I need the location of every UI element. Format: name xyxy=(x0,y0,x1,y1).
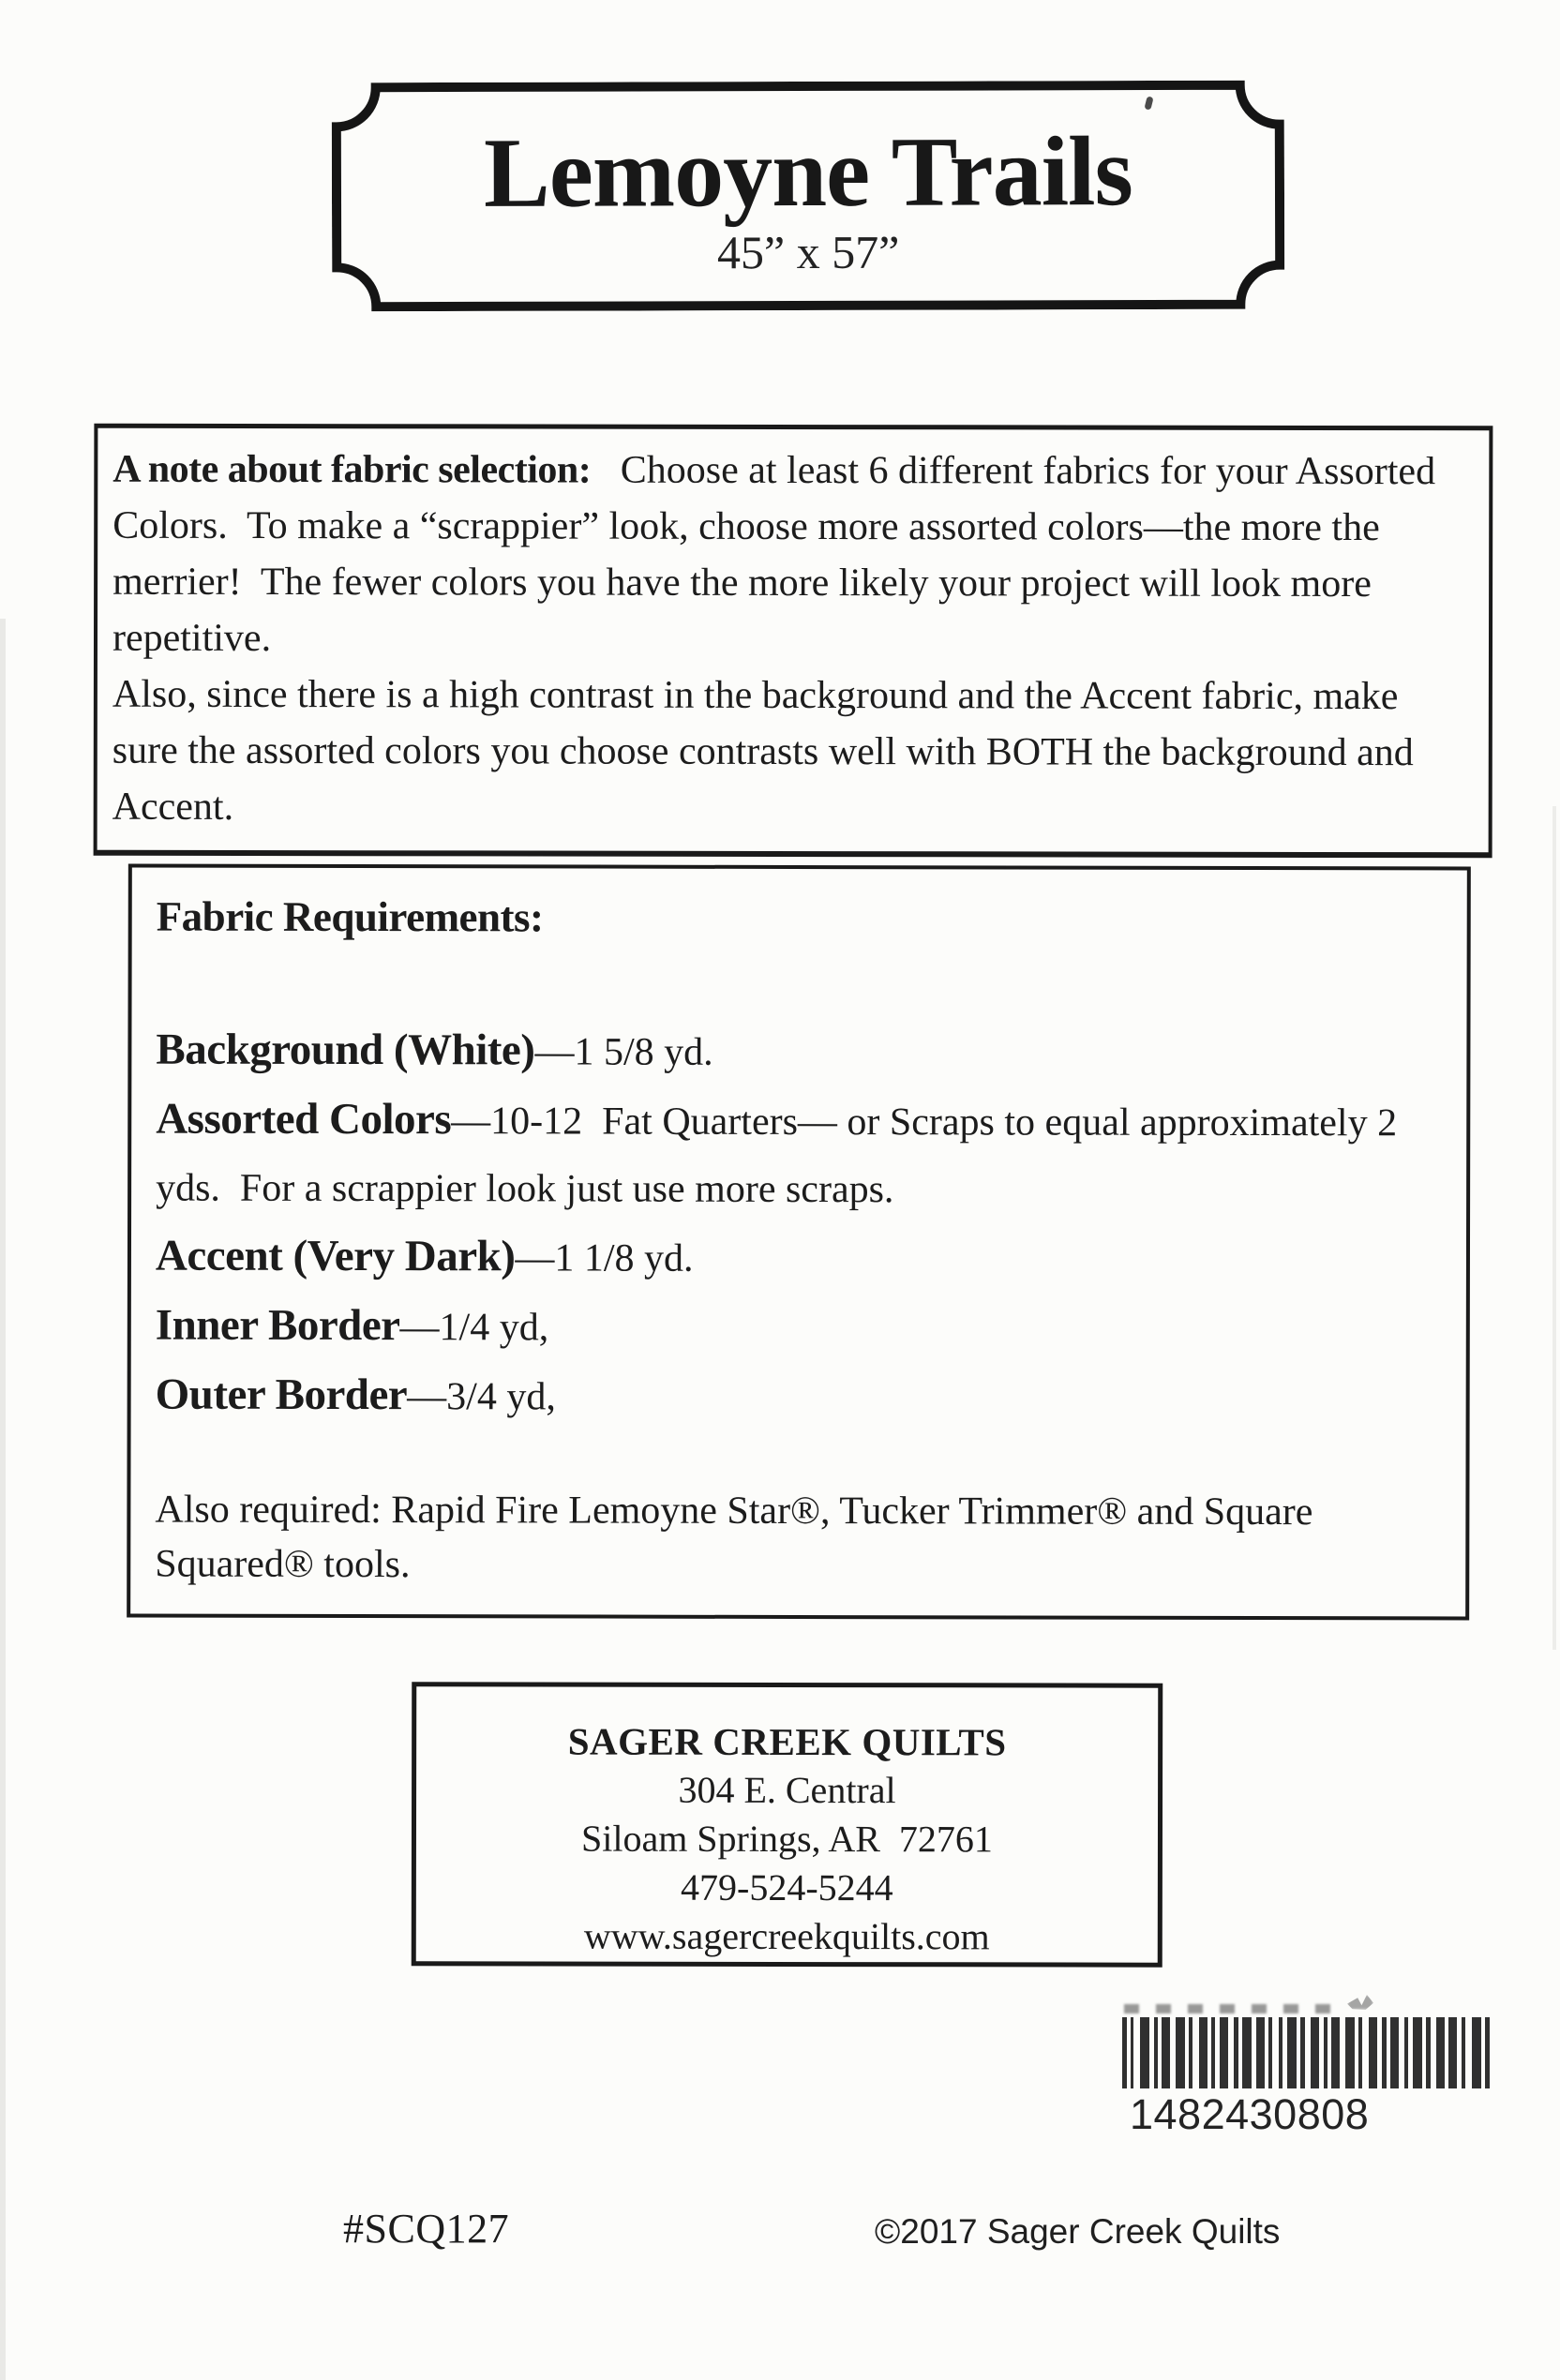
store-street: 304 E. Central xyxy=(678,1768,896,1812)
requirement-item xyxy=(156,1085,1442,1225)
note-paragraph-1 xyxy=(112,442,1470,669)
store-website: www.sagercreekquilts.com xyxy=(583,1914,990,1958)
requirement-item xyxy=(156,1292,1442,1364)
note-lead: A note about fabric selection: xyxy=(112,447,592,492)
store-name: SAGER CREEK QUILTS xyxy=(567,1719,1007,1764)
quilt-size: 45” x 57” xyxy=(716,225,900,279)
footer-copyright: ©2017 Sager Creek Quilts xyxy=(875,2212,1281,2251)
requirement-detail: —10-12 Fat Quarters— or Scraps to equal approximately 2 yds. For a scrappier look just use more scraps. xyxy=(156,1100,1407,1212)
requirement-item xyxy=(156,1016,1442,1088)
requirement-label: Background (White) xyxy=(156,1025,535,1075)
requirement-detail: —3/4 yd, xyxy=(407,1375,556,1419)
store-city-state-zip: Siloam Springs, AR 72761 xyxy=(580,1817,993,1861)
note-body: Choose at least 6 different fabrics for your Assorted Colors. To make a “scrappier” look, choose more assorted colors—the more the merrier! The fewer colors you have the more likely your project will look more repetitive. xyxy=(112,448,1446,661)
barcode-smudge-artifact xyxy=(1347,1995,1373,2010)
also-required-note: Also required: Rapid Fire Lemoyne Star®, Tucker Trimmer® and Square Squared® tools. xyxy=(155,1488,1323,1587)
requirement-detail: —1/4 yd, xyxy=(399,1306,549,1350)
requirement-label: Accent (Very Dark) xyxy=(155,1231,516,1281)
requirement-label: Inner Border xyxy=(155,1300,400,1351)
requirement-label: Outer Border xyxy=(155,1370,408,1420)
barcode-number: 1482430808 xyxy=(1130,2090,1370,2138)
requirement-item xyxy=(156,1222,1442,1295)
fabric-requirements-box xyxy=(127,864,1471,1621)
scan-edge-artifact xyxy=(0,619,6,2380)
requirement-detail: —1 5/8 yd. xyxy=(534,1030,713,1074)
fabric-selection-note-box xyxy=(94,424,1493,859)
barcode xyxy=(1122,1997,1493,2138)
footer-pattern-number: #SCQ127 xyxy=(343,2206,510,2252)
requirement-item xyxy=(156,1361,1442,1433)
barcode-bars xyxy=(1122,2017,1493,2088)
scan-edge-artifact xyxy=(1552,806,1556,1650)
note-paragraph-2: Also, since there is a high contrast in the background and the Accent fabric, make sure the assorted colors you choose contrasts well with BOTH the background and Accent. xyxy=(112,672,1422,829)
store-address-box xyxy=(412,1682,1163,1967)
title-plaque xyxy=(332,81,1285,312)
barcode-smudge-artifact xyxy=(1124,2004,1344,2013)
page-title: Lemoyne Trails xyxy=(483,116,1132,228)
requirements-heading: Fabric Requirements: xyxy=(156,892,544,941)
store-phone: 479-524-5244 xyxy=(681,1865,893,1909)
requirement-label: Assorted Colors xyxy=(156,1094,452,1145)
requirement-detail: —1 1/8 yd. xyxy=(515,1236,694,1280)
